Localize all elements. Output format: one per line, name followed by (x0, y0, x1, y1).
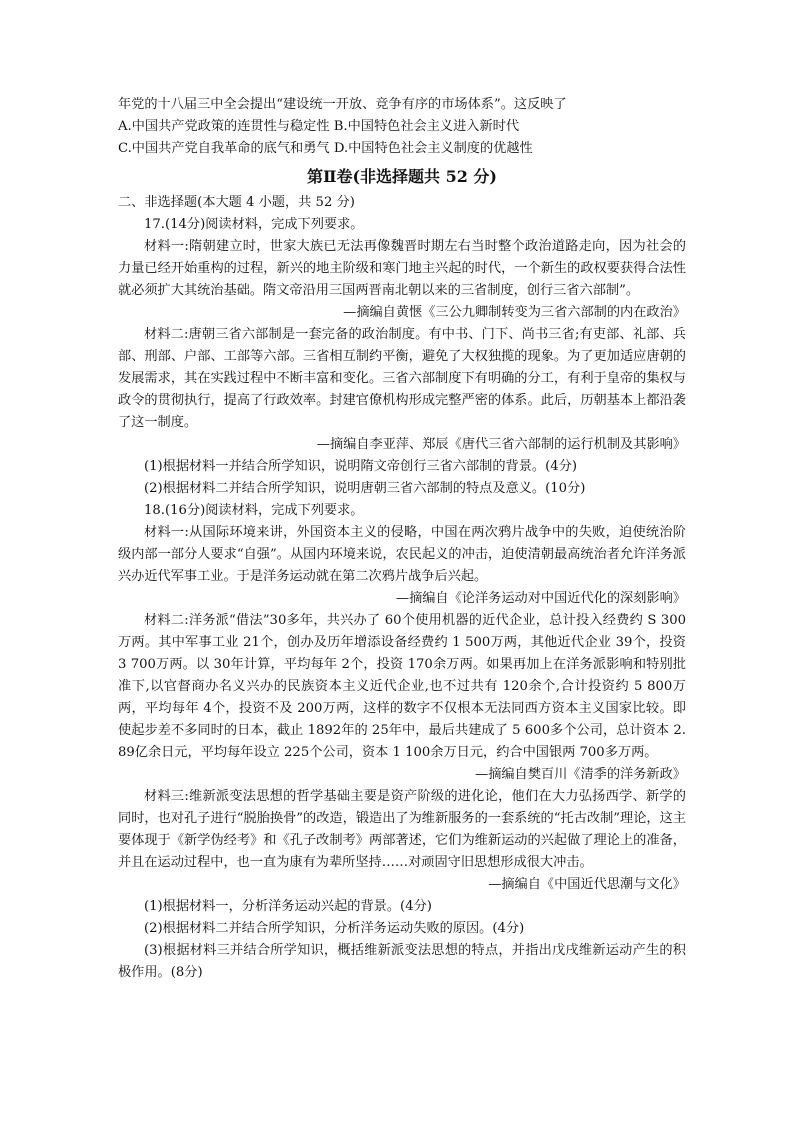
q18-material-2-source: —摘编自樊百川《清季的洋务新政》 (475, 767, 686, 782)
question-17-stem: 17.(14分)阅读材料，完成下列要求。 (144, 217, 364, 232)
part-heading: 二、非选择题(本大题 4 小题，共 52 分) (118, 195, 355, 210)
q18-material-1-source: —摘编自《论洋务运动对中国近代化的深刻影响》 (395, 591, 686, 606)
q18-material-3: 材料三:维新派变法思想的哲学基础主要是资产阶级的进化论，他们在大力弘扬西学、新学的同时，也对孔子进行“脱胎换骨”的改造，锻造出了为维新服务的一套系统的“托古改制”理论，这主要体现于《新学伪经考》和《孔子改制考》两部著述，它们为维新运动的兴起做了理论上的准备，并且在运动过程中，也一直为康有为辈所坚持……对顽固守旧思想形成很大冲击。 (118, 789, 686, 870)
question-16-stem-tail: 年党的十八届三中全会提出“建设统一开放、竞争有序的市场体系”。这反映了 (118, 97, 567, 112)
q17-material-2-source: —摘编自李亚萍、郑辰《唐代三省六部制的运行机制及其影响》 (316, 437, 686, 452)
q17-material-1: 材料一:隋朝建立时，世家大族已无法再像魏晋时期左右当时整个政治道路走向，因为社会的力量已经开始重构的过程，新兴的地主阶级和寒门地主兴起的时代，一个新生的政权要获得合法性就必须扩大其统治基础。隋文帝沿用三国两晋南北朝以来的三省制度，创行三省六部制”。 (118, 239, 686, 298)
q17-sub-question-2: (2)根据材料二并结合所学知识，说明唐朝三省六部制的特点及意义。(10分) (144, 481, 586, 496)
option-cd: C.中国共产党自我革命的底气和勇气 D.中国特色社会主义制度的优越性 (118, 141, 533, 156)
q18-sub-question-2: (2)根据材料二并结合所学知识，分析洋务运动失败的原因。(4分) (144, 921, 525, 936)
q18-material-1: 材料一:从国际环境来讲，外国资本主义的侵略，中国在两次鸦片战争中的失败，迫使统治阶级内部一部分人要求“自强”。从国内环境来说，农民起义的冲击，迫使清朝最高统治者允许洋务派兴办近代军事工业。于是洋务运动就在第二次鸦片战争后兴起。 (118, 525, 686, 584)
section-title: 第Ⅱ卷(非选择题共 52 分) (306, 167, 498, 186)
q18-material-2: 材料二:洋务派“借法”30多年，共兴办了 60个使用机器的近代企业，总计投入经费约 S 300万两。其中军事工业 21个，创办及历年增添设备经费约 1 500万两，其他近代企业 39个，投资 3 700万两。以 30年计算，平均每年 2个，投资 170余万两。如果再加上在洋务派影响和特别批准下,以官督商办名义兴办的民族资本主义近代企业,也不过共有 120余个,合计投资约 5 800万两，平均每年 4个，投资不及 200万两，这样的数字不仅根本无法同西方资本主义国家比较。即使起步差不多同时的日本，截止 1892年的 25年中，最后共建成了 5 600多个公司，总计资本 2. 89亿余日元，平均每年设立 225个公司，资本 1 100余万日元，约合中国银两 700多万两。 (118, 613, 686, 760)
q18-sub-question-3: (3)根据材料三并结合所学知识，概括维新派变法思想的特点，并指出戊戌维新运动产生的积极作用。(8分) (118, 943, 686, 980)
q18-material-3-source: —摘编自《中国近代思潮与文化》 (488, 877, 686, 892)
q18-sub-question-1: (1)根据材料一，分析洋务运动兴起的背景。(4分) (144, 899, 432, 914)
question-18-stem: 18.(16分)阅读材料，完成下列要求。 (144, 503, 364, 518)
option-ab: A.中国共产党政策的连贯性与稳定性 B.中国特色社会主义进入新时代 (118, 119, 520, 134)
q17-sub-question-1: (1)根据材料一并结合所学知识，说明隋文帝创行三省六部制的背景。(4分) (144, 459, 577, 474)
q17-material-2: 材料二:唐朝三省六部制是一套完备的政治制度。有中书、门下、尚书三省;有吏部、礼部、兵部、刑部、户部、工部等六部。三省相互制约平衡，避免了大权独揽的现象。为了更加适应唐朝的发展需求，其在实践过程中不断丰富和变化。三省六部制度下有明确的分工，有利于皇帝的集权与政令的贯彻执行，提高了行政效率。封建官僚机构形成完整严密的体系。此后，历朝基本上都沿袭了这一制度。 (118, 327, 686, 430)
page-content (118, 94, 686, 984)
q17-material-1-source: —摘编自黄惬《三公九卿制转变为三省六部制的内在政治》 (343, 305, 686, 320)
